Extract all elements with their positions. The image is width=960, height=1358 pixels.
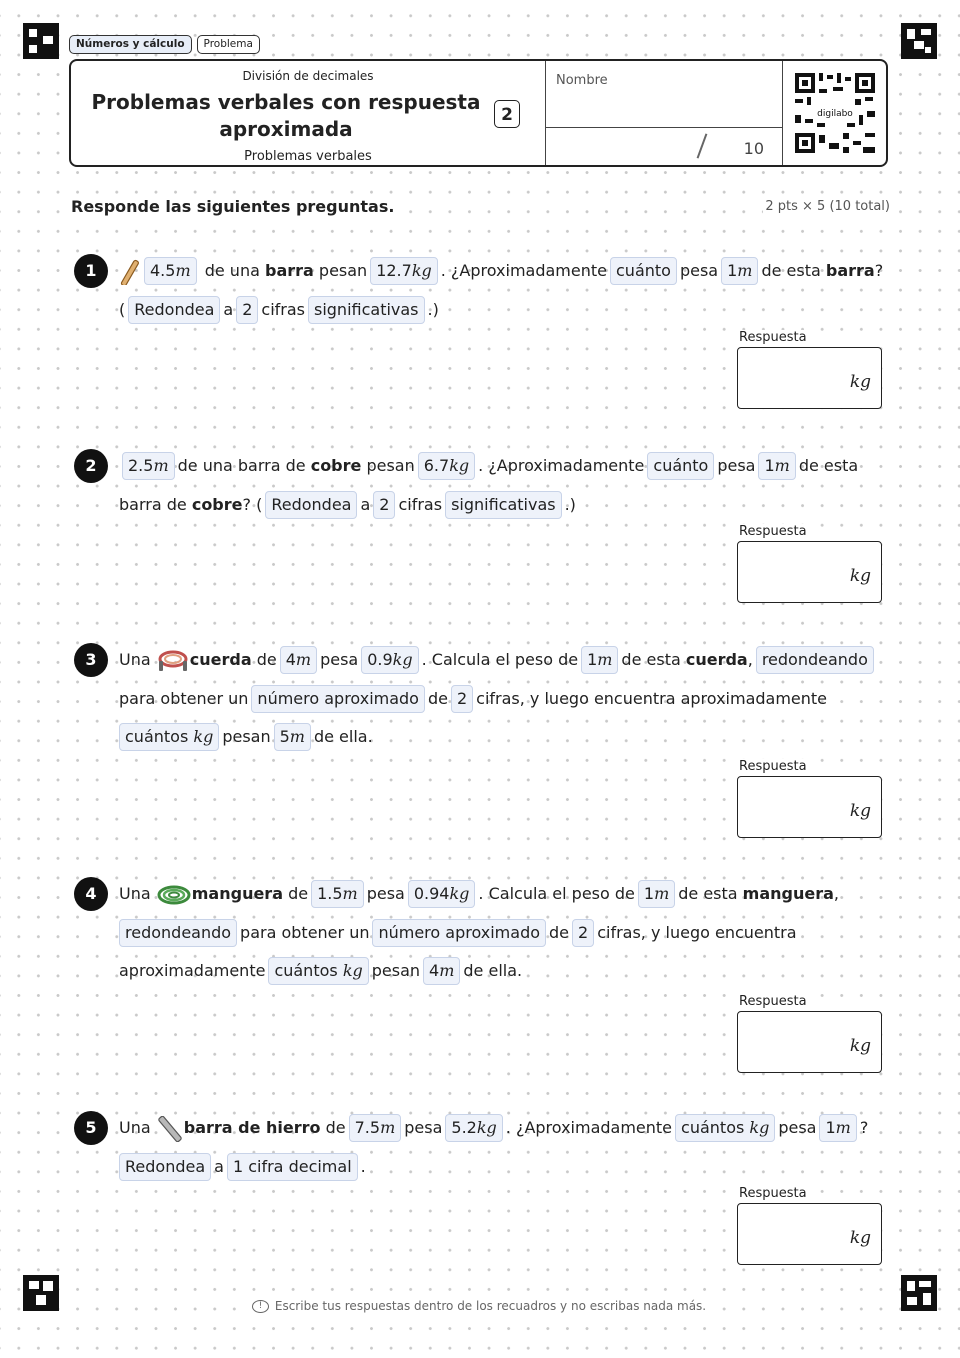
value-box: 4m xyxy=(423,957,460,985)
header-title-area xyxy=(71,61,545,165)
keyword-box: significativas xyxy=(445,491,562,519)
bar-icon xyxy=(119,259,141,285)
answer-label-4: Respuesta xyxy=(739,994,807,1009)
rope-icon xyxy=(156,649,190,673)
keyword-box: Redondea xyxy=(119,1153,211,1181)
keyword-box: cuánto xyxy=(647,452,714,480)
question-3-text: Una cuerda de 4m pesa 0.9kg . Calcula el peso de 1m de esta cuerda, redondeando para obtener un número aproximado de 2 cifras, y luego encuentra aproximadamente cuántos kg pesan 5m de ella. xyxy=(119,641,889,757)
keyword-box: Redondea xyxy=(128,296,220,324)
answer-box-4[interactable] xyxy=(737,1011,882,1073)
value-box: 1m xyxy=(758,452,795,480)
tag-subject-area: Números y cálculo xyxy=(69,35,192,54)
answer-unit: kg xyxy=(849,801,871,821)
worksheet-number: 2 xyxy=(494,100,520,128)
answer-label-3: Respuesta xyxy=(739,759,807,774)
score-total: 10 xyxy=(743,139,764,158)
name-divider xyxy=(546,127,782,128)
keyword-box: significativas xyxy=(308,296,425,324)
iron-bar-icon xyxy=(156,1116,184,1142)
value-box: 1m xyxy=(721,257,758,285)
answer-unit: kg xyxy=(849,372,871,392)
answer-label-1: Respuesta xyxy=(739,330,807,345)
value-box: 4m xyxy=(280,646,317,674)
keyword-box: cuántos kg xyxy=(119,723,219,751)
value-box: 1m xyxy=(638,880,675,908)
question-number-5: 5 xyxy=(74,1111,108,1145)
keyword-box: cuánto xyxy=(610,257,677,285)
keyword-box: cuántos kg xyxy=(675,1114,775,1142)
footer-note xyxy=(0,1299,960,1313)
value-box: 0.9kg xyxy=(361,646,418,674)
qr-code-icon xyxy=(793,71,877,155)
value-box: 7.5m xyxy=(349,1114,402,1142)
name-label: Nombre xyxy=(556,73,608,88)
value-box: 2 xyxy=(572,919,594,947)
keyword-box: Redondea xyxy=(265,491,357,519)
tag-row xyxy=(69,35,260,54)
keyword-box: cuántos kg xyxy=(268,957,368,985)
answer-box-1[interactable] xyxy=(737,347,882,409)
info-icon: ! xyxy=(252,1300,269,1313)
brand-text: digilabo xyxy=(817,109,853,119)
question-number-2: 2 xyxy=(74,449,108,483)
value-box: 2 xyxy=(451,685,473,713)
question-number-3: 3 xyxy=(74,643,108,677)
value-box: 0.94kg xyxy=(408,880,476,908)
value-box: 5m xyxy=(274,723,311,751)
answer-label-5: Respuesta xyxy=(739,1186,807,1201)
keyword-box: 1 cifra decimal xyxy=(227,1153,358,1181)
question-5-text: Una barra de hierro de 7.5m pesa 5.2kg . ¿Aproximadamente cuántos kg pesa 1m ? Redondea a 1 cifra decimal . xyxy=(119,1109,889,1186)
value-box: 1.5m xyxy=(311,880,364,908)
value-box: 1m xyxy=(581,646,618,674)
value-box: 4.5m xyxy=(144,257,197,285)
question-number-1: 1 xyxy=(74,254,108,288)
keyword-box: número aproximado xyxy=(372,919,546,947)
corner-marker-top-right xyxy=(901,23,937,59)
footer-text: Escribe tus respuestas dentro de los recuadros y no escribas nada más. xyxy=(274,1299,707,1313)
answer-unit: kg xyxy=(849,1228,871,1248)
points-summary: 2 pts × 5 (10 total) xyxy=(765,199,890,214)
question-2-text: 2.5m de una barra de cobre pesan 6.7kg . ¿Aproximadamente cuánto pesa 1m de esta barra de cobre? ( Redondea a 2 cifras significativas .) xyxy=(119,447,889,524)
question-4-text: Una manguera de 1.5m pesa 0.94kg . Calcula el peso de 1m de esta manguera, redondeando para obtener un número aproximado de 2 cifras, y luego encuentra aproximadamente cuántos kg pesan 4m de ella. xyxy=(119,875,889,991)
header-category: Problemas verbales xyxy=(244,149,372,164)
keyword-box: redondeando xyxy=(119,919,237,947)
tag-type: Problema xyxy=(197,35,260,54)
value-box: 2 xyxy=(236,296,258,324)
answer-unit: kg xyxy=(849,566,871,586)
name-score-area xyxy=(545,61,783,165)
value-box: 1m xyxy=(819,1114,856,1142)
answer-box-5[interactable] xyxy=(737,1203,882,1265)
header-subject: División de decimales xyxy=(242,69,374,83)
value-box: 6.7kg xyxy=(418,452,475,480)
score-slash xyxy=(697,133,708,158)
answer-unit: kg xyxy=(849,1036,871,1056)
question-number-4: 4 xyxy=(74,877,108,911)
corner-marker-top-left xyxy=(23,23,59,59)
keyword-box: número aproximado xyxy=(251,685,425,713)
page-title: Problemas verbales con respuesta aproximada xyxy=(91,90,481,141)
value-box: 2 xyxy=(373,491,395,519)
answer-label-2: Respuesta xyxy=(739,524,807,539)
question-1-text: 4.5m de una barra pesan 12.7kg . ¿Aproximadamente cuánto pesa 1m de esta barra? ( Redondea a 2 cifras significativas .) xyxy=(119,252,889,329)
instructions: Responde las siguientes preguntas. xyxy=(71,197,395,216)
answer-box-3[interactable] xyxy=(737,776,882,838)
worksheet-header xyxy=(69,59,888,167)
hose-icon xyxy=(156,883,192,907)
value-box: 5.2kg xyxy=(445,1114,502,1142)
value-box: 12.7kg xyxy=(370,257,438,285)
value-box: 2.5m xyxy=(122,452,175,480)
answer-box-2[interactable] xyxy=(737,541,882,603)
keyword-box: redondeando xyxy=(756,646,874,674)
